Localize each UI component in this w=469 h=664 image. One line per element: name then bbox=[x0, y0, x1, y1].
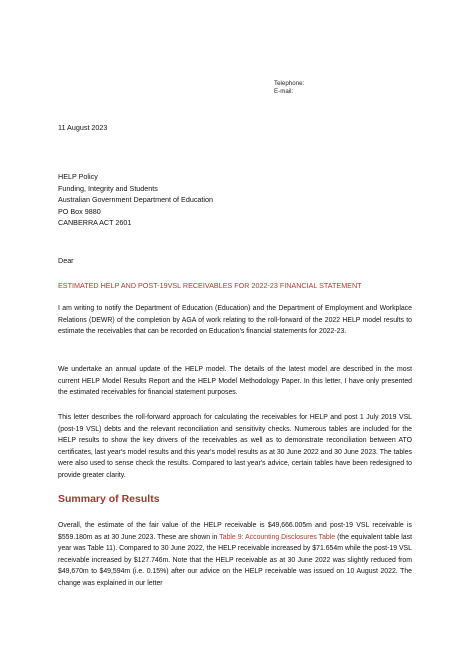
address-line: CANBERRA ACT 2601 bbox=[58, 218, 132, 228]
address-line: PO Box 9880 bbox=[58, 206, 101, 216]
paragraph-4-text-start: Overall, the estimate of the fair value of the HELP receivable is $49,666.005m and post-19 VSL receivable is $559.180m as at 30 June 2023. These are shown in bbox=[58, 522, 412, 541]
telephone-label: Telephone: bbox=[274, 80, 305, 87]
recipient-address bbox=[58, 171, 213, 229]
subject-line: ESTIMATED HELP AND POST-19VSL RECEIVABLES FOR 2022-23 FINANCIAL STATEMENT bbox=[58, 281, 362, 290]
body-paragraph-3: This letter describes the roll-forward approach for calculating the receivables for HELP and post 1 July 2019 VSL (post-19 VSL) debts and the relevant reconciliation and sensitivity checks. Numerous tables are included for the HELP results to show the key drivers of the receivables as well as to demonstrate reconciliation between ATO certificates, last year's model results and this year's model results as at 30 June 2022 and 30 June 2023. The tables were also used to sense check the results. Compared to last year's advice, certain tables have been redesigned to provide greater clarity. bbox=[58, 414, 412, 479]
email-label: E-mail: bbox=[274, 88, 294, 95]
address-line: HELP Policy bbox=[58, 172, 98, 181]
paragraph-4-text-end: (the equivalent table last year was Table 11). Compared to 30 June 2022, the HELP receivable increased by $71.654m while the post-19 VSL receivable increased by $127.746m. Note that the HELP receivable as at 30 June 2022 was slightly reduced from $49,670m to $49,594m (i.e. 0.15%) after our advice on the HELP receivable was issued on 10 August 2022. The change was explained in our letter bbox=[58, 533, 412, 587]
salutation: Dear bbox=[58, 256, 74, 265]
body-paragraph-2: We undertake an annual update of the HELP model. The details of the latest model are described in the most current HELP Model Results Report and the HELP Model Methodology Paper. In this letter, I have only presented the estimated receivables for financial statement purposes. bbox=[58, 366, 412, 397]
section-heading: Summary of Results bbox=[58, 493, 160, 505]
table-9-link[interactable]: Table 9: Accounting Disclosures Table bbox=[219, 533, 336, 541]
address-line: Australian Government Department of Education bbox=[58, 195, 214, 205]
body-paragraph-1: I am writing to notify the Department of Education (Education) and the Department of Employment and Workplace Relations (DEWR) of the completion by AGA of work relating to the roll-forward of the 2022 HELP model results to estimate the receivables that can be recorded on Education's financial statements for 2022-23. bbox=[58, 305, 412, 336]
contact-block bbox=[274, 80, 304, 96]
letter-date: 11 August 2023 bbox=[58, 123, 108, 132]
address-line: Funding, Integrity and Students bbox=[58, 183, 158, 193]
body-paragraph-4 bbox=[58, 520, 412, 590]
